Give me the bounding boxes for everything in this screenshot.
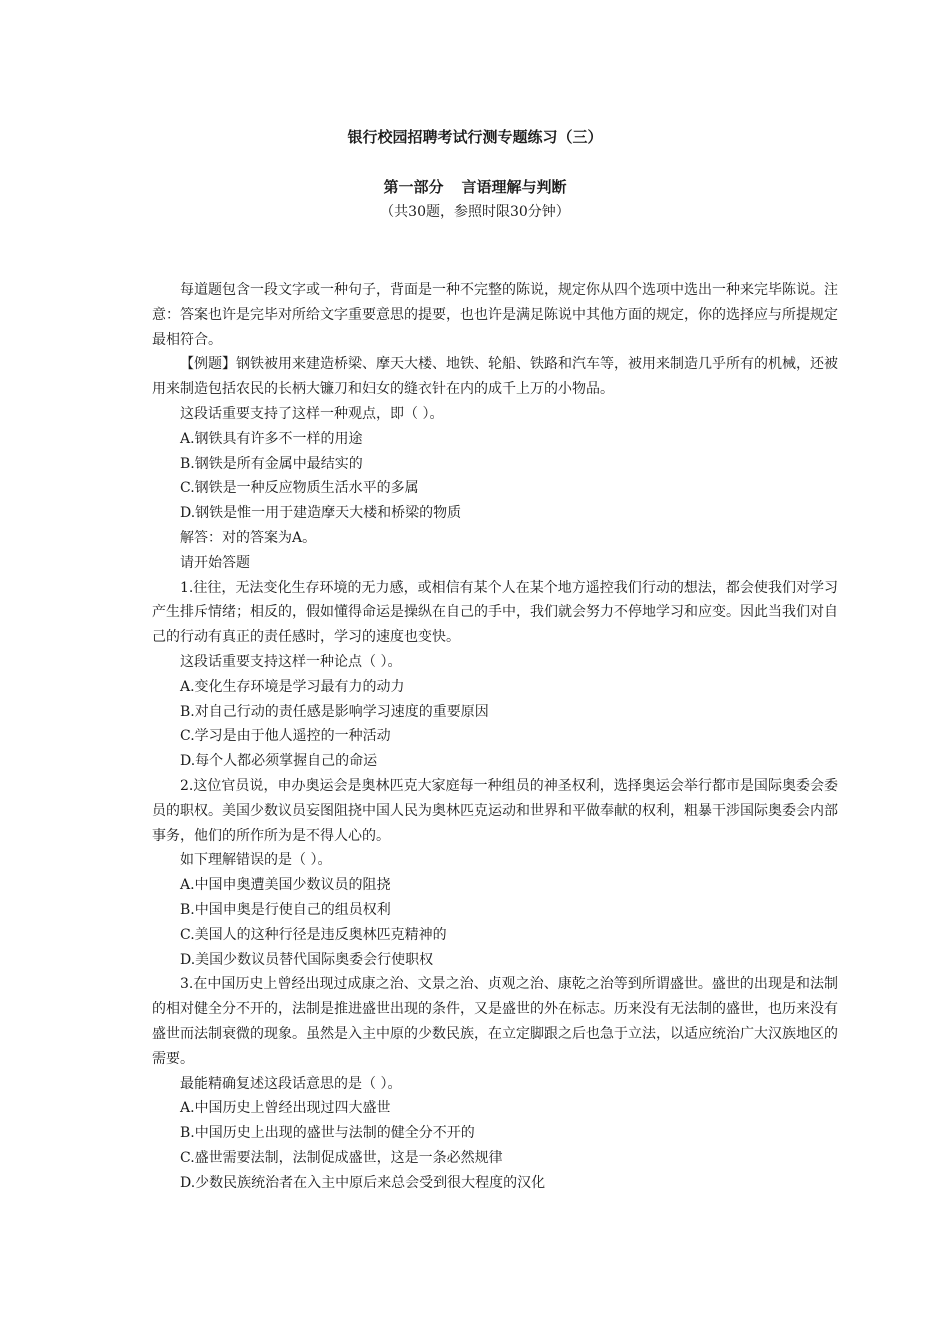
example-line: 钢铁被用来建造桥梁、摩天大楼、地铁、轮船、铁路和汽车等，被用来制造几 (236, 356, 712, 373)
question-2-option-b: B.中国申奥是行使自己的组员权利 (180, 901, 391, 918)
instructions-line: 每道题包含一段文字或一种句子，背面是一种不完整的陈说，规定你从四个选项中选出 (180, 282, 712, 298)
passage-line: 1.往往，无法变化生存环境的无力感，或相信有某个人在某个地方遥控我们行动的想法， (180, 579, 726, 596)
time-limit-note: （共30题，参照时限30分钟） (380, 204, 570, 220)
question-1-option-c: C.学习是由于他人遥控的一种活动 (180, 728, 391, 745)
example-option-d: D.钢铁是惟一用于建造摩天大楼和桥梁的物质 (180, 505, 462, 522)
example-option-b: B.钢铁是所有金属中最结实的 (180, 455, 363, 472)
instructions-line: 其他方面的规定，你的选择应与所提规定最相符合。 (152, 306, 838, 348)
document-body (152, 278, 838, 1195)
passage-line: 志。历来没有无法制的盛世，也历来没有盛世而法制衰微的现象。虽然是入主中原的少数民 (152, 1001, 838, 1042)
section-name: 言语理解与判断 (461, 178, 567, 196)
passage-line: 族，在立定脚跟之后也急于立法，以适应统治广大汉族地区的需要。 (152, 1025, 838, 1067)
question-1-option-b: B.对自己行动的责任感是影响学习速度的重要原因 (180, 703, 489, 720)
section-heading (0, 176, 950, 198)
question-1-option-a: A.变化生存环境是学习最有力的动力 (180, 678, 405, 695)
example-question: 这段话重要支持了这样一种观点，即（ ）。 (180, 405, 444, 422)
question-3-stem: 最能精确复述这段话意思的是（ ）。 (180, 1075, 402, 1092)
passage-line: 都会使我们对学习产生排斥情绪；相反的，假如懂得命运是操纵在自己的手中，我们就会努 (152, 579, 839, 621)
passage-line: 力不停地学习和应变。因此当我们对自己的行动有真正的责任感时，学习的速度也变快。 (152, 604, 838, 646)
example-option-a: A.钢铁具有许多不一样的用途 (180, 430, 363, 447)
passage-line: 2.这位官员说，申办奥运会是奥林匹克大家庭每一种组员的神圣权利，选择奥运会举行 (180, 777, 712, 794)
document-title: 银行校园招聘考试行测专题练习（三） (347, 128, 603, 146)
instructions-line: 一种来完毕陈说。注意：答案也许是完毕对所给文字重要意思的提要，也也许是满足陈说中 (152, 282, 838, 323)
question-1-option-d: D.每个人都必须掌握自己的命运 (180, 753, 378, 770)
example-line: 乎所有的机械，还被用来制造包括农民的长柄大镰刀和妇女的缝衣针在内的成千上万的小物 (152, 356, 838, 398)
question-1-passage (152, 576, 838, 650)
question-3-passage (152, 972, 838, 1071)
passage-line: 盛世的出现是和法制的相对健全分不开的，法制是推进盛世出现的条件，又是盛世的外在标 (152, 976, 839, 1018)
section-number: 第一部分 (383, 178, 444, 196)
passage-line: 都市是国际奥委会委员的职权。美国少数议员妄图阻挠中国人民为奥林匹克运动和世界和平 (152, 777, 839, 819)
example-label: 【例题】 (180, 356, 236, 373)
question-3-option-a: A.中国历史上曾经出现过四大盛世 (180, 1100, 391, 1117)
question-3-option-c: C.盛世需要法制，法制促成盛世，这是一条必然规律 (180, 1149, 503, 1166)
question-1-stem: 这段话重要支持这样一种论点（ ）。 (180, 653, 402, 670)
instructions-paragraph (152, 278, 838, 352)
example-answer: 解答：对的答案为A。 (180, 529, 317, 546)
start-prompt: 请开始答题 (180, 554, 250, 571)
question-3-option-b: B.中国历史上出现的盛世与法制的健全分不开的 (180, 1125, 475, 1142)
example-passage (152, 352, 838, 402)
example-line: 品。 (586, 381, 614, 398)
passage-line: 做奉献的权利，粗暴干涉国际奥委会内部事务，他们的所作所为是不得人心的。 (152, 802, 838, 844)
question-3-option-d: D.少数民族统治者在入主中原后来总会受到很大程度的汉化 (180, 1174, 546, 1191)
question-2-passage (152, 774, 838, 848)
question-2-stem: 如下理解错误的是（ ）。 (180, 852, 332, 869)
question-2-option-a: A.中国申奥遭美国少数议员的阻挠 (180, 877, 391, 894)
question-2-option-c: C.美国人的这种行径是违反奥林匹克精神的 (180, 926, 447, 943)
example-option-c: C.钢铁是一种反应物质生活水平的多属 (180, 480, 419, 497)
passage-line: 3.在中国历史上曾经出现过成康之治、文景之治、贞观之治、康乾之治等到所谓盛世。 (180, 976, 712, 993)
question-2-option-d: D.美国少数议员替代国际奥委会行使职权 (180, 951, 434, 968)
